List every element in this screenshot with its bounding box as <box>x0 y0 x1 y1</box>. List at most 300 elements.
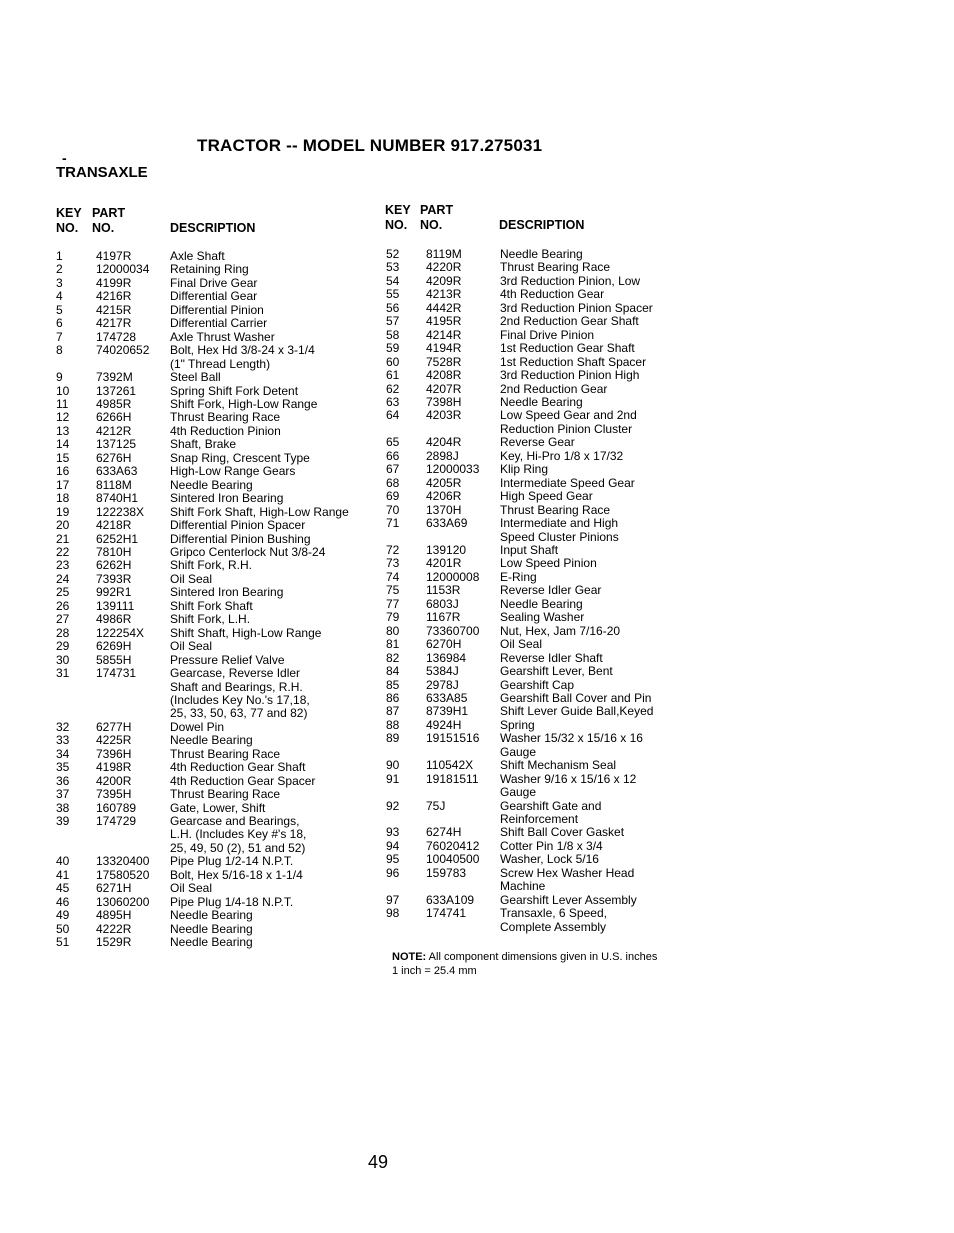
part-no: 174741 <box>426 906 467 921</box>
parts-row <box>56 909 349 922</box>
parts-row <box>56 290 349 303</box>
parts-row <box>386 705 653 718</box>
description: Low Speed Pinion <box>500 556 597 571</box>
parts-row <box>386 625 653 638</box>
parts-row <box>386 261 653 274</box>
parts-row <box>386 396 653 409</box>
parts-row <box>386 490 653 503</box>
key-no: 80 <box>386 623 400 638</box>
part-no: 4215R <box>96 302 132 317</box>
parts-row <box>386 921 653 934</box>
key-no: 96 <box>386 865 400 880</box>
description: Gearshift Lever Assembly <box>500 892 637 907</box>
description: Intermediate Speed Gear <box>500 475 635 490</box>
note-text: All component dimensions given in U.S. inches <box>426 951 658 963</box>
parts-list-right <box>386 248 653 934</box>
key-no: 31 <box>56 666 70 681</box>
key-no <box>386 531 426 544</box>
part-no: 137261 <box>96 383 137 398</box>
key-no: 28 <box>56 625 70 640</box>
key-no: 92 <box>386 798 400 813</box>
key-no: 5 <box>56 302 63 317</box>
parts-row <box>386 611 653 624</box>
description: Axle Shaft <box>170 249 225 263</box>
key-no: 4 <box>56 289 63 304</box>
parts-row <box>386 329 653 342</box>
part-no: 6803J <box>426 596 459 611</box>
description: Needle Bearing <box>500 596 583 611</box>
parts-row <box>56 533 349 546</box>
part-no: 6277H <box>96 719 132 734</box>
parts-row <box>56 479 349 492</box>
part-no: 4208R <box>426 368 462 383</box>
part-no: 4213R <box>426 287 462 302</box>
key-no: 63 <box>386 394 400 409</box>
description: Needle Bearing <box>170 935 253 950</box>
part-no: 5384J <box>426 664 459 679</box>
description: Needle Bearing <box>170 733 253 748</box>
description: Sealing Washer <box>500 610 585 625</box>
description: Complete Assembly <box>500 919 607 934</box>
key-no: 3 <box>56 275 63 290</box>
key-no: 66 <box>386 448 400 463</box>
part-no: 8740H1 <box>96 491 139 506</box>
part-no: 4194R <box>426 341 462 356</box>
description: Gearshift Lever, Bent <box>500 664 613 679</box>
description: Shift Mechanism Seal <box>500 758 617 773</box>
description: Nut, Hex, Jam 7/16-20 <box>500 623 621 638</box>
parts-row <box>386 665 653 678</box>
part-no: 110542X <box>426 758 474 773</box>
description: Shift Fork Shaft <box>170 598 253 613</box>
key-no <box>56 694 96 707</box>
part-no: 4205R <box>426 475 462 490</box>
description: Bolt, Hex 5/16-18 x 1-1/4 <box>170 867 303 882</box>
parts-row <box>386 423 653 436</box>
part-no: 4199R <box>96 275 132 290</box>
parts-row <box>56 438 349 451</box>
parts-row <box>56 828 349 841</box>
description: Gate, Lower, Shift <box>170 800 266 815</box>
key-no: 32 <box>56 719 70 734</box>
part-no: 4216R <box>96 289 132 304</box>
part-no: 174731 <box>96 666 137 681</box>
note-label: NOTE: <box>392 951 427 963</box>
description: Machine <box>500 879 546 894</box>
key-no: 72 <box>386 542 400 557</box>
description: Thrust Bearing Race <box>500 260 611 275</box>
part-no <box>426 746 500 759</box>
description: Gearshift Ball Cover and Pin <box>500 690 652 705</box>
key-no <box>56 842 96 855</box>
part-no: 6276H <box>96 450 132 465</box>
key-no <box>386 880 426 893</box>
description: Gearcase, Reverse Idler <box>170 666 301 681</box>
parts-row <box>386 773 653 786</box>
key-no: 86 <box>386 690 400 705</box>
key-no: 90 <box>386 758 400 773</box>
key-no <box>386 921 426 934</box>
left-header-key-no: NO. <box>56 221 79 235</box>
parts-row <box>56 344 349 357</box>
key-no <box>56 681 96 694</box>
key-no: 77 <box>386 596 400 611</box>
description: Low Speed Gear and 2nd <box>500 408 637 423</box>
parts-row <box>56 936 349 949</box>
key-no: 19 <box>56 504 70 519</box>
key-no: 23 <box>56 558 70 573</box>
key-no: 56 <box>386 300 400 315</box>
parts-row <box>56 707 349 720</box>
parts-row <box>386 800 653 813</box>
part-no: 19181511 <box>426 771 479 786</box>
part-no: 4206R <box>426 489 462 504</box>
description: 25, 49, 50 (2), 51 and 52) <box>170 840 306 855</box>
parts-row <box>386 463 653 476</box>
part-no: 7396H <box>96 746 132 761</box>
parts-row <box>56 923 349 936</box>
key-no: 60 <box>386 354 400 369</box>
parts-row <box>386 746 653 759</box>
part-no: 12000033 <box>426 462 480 477</box>
note-line-2: 1 inch = 25.4 mm <box>392 964 477 977</box>
right-header-part-no: NO. <box>420 218 443 232</box>
key-no: 10 <box>56 383 70 398</box>
part-no: 7393R <box>96 571 132 586</box>
key-no: 12 <box>56 410 70 425</box>
parts-row <box>386 652 653 665</box>
description: Reinforcement <box>500 812 579 827</box>
parts-row <box>56 398 349 411</box>
key-no <box>386 423 426 436</box>
description: Pressure Relief Valve <box>170 652 285 667</box>
parts-row <box>386 315 653 328</box>
description: Shift Ball Cover Gasket <box>500 825 625 840</box>
key-no: 75 <box>386 583 400 598</box>
description: Bolt, Hex Hd 3/8-24 x 3-1/4 <box>170 343 315 358</box>
part-no: 6269H <box>96 639 132 654</box>
part-no: 6270H <box>426 637 462 652</box>
key-no: 82 <box>386 650 400 665</box>
part-no: 12000008 <box>426 569 480 584</box>
left-header-part-label: PART <box>92 206 126 220</box>
left-header-description: DESCRIPTION <box>170 221 256 235</box>
parts-row <box>56 492 349 505</box>
key-no <box>56 358 96 371</box>
parts-row <box>56 331 349 344</box>
description: Shift Fork, R.H. <box>170 558 253 573</box>
part-no: 992R1 <box>96 585 132 600</box>
part-no: 4195R <box>426 314 462 329</box>
part-no: 8119M <box>426 247 462 261</box>
description: Input Shaft <box>500 542 559 557</box>
part-no: 174729 <box>96 814 137 829</box>
description: Dowel Pin <box>170 719 225 734</box>
parts-row <box>56 465 349 478</box>
description: Differential Pinion <box>170 302 264 317</box>
description: 4th Reduction Pinion <box>170 423 281 438</box>
part-no: 4214R <box>426 327 462 342</box>
key-no: 91 <box>386 771 400 786</box>
parts-row <box>386 584 653 597</box>
key-no: 11 <box>56 396 69 411</box>
description: Reverse Idler Shaft <box>500 650 603 665</box>
key-no: 87 <box>386 704 400 719</box>
parts-row <box>386 342 653 355</box>
part-no: 122238X <box>96 504 145 519</box>
page-number: 49 <box>368 1152 389 1172</box>
key-no: 54 <box>386 273 400 288</box>
description: Differential Pinion Spacer <box>170 518 306 533</box>
parts-row <box>56 613 349 626</box>
right-header-description: DESCRIPTION <box>499 218 585 232</box>
part-no <box>426 531 500 544</box>
description: Spring <box>500 717 535 732</box>
key-no: 55 <box>386 287 400 302</box>
parts-row <box>56 721 349 734</box>
part-no: 4201R <box>426 556 462 571</box>
description: Steel Ball <box>170 370 221 385</box>
parts-row <box>56 385 349 398</box>
part-no: 174728 <box>96 329 137 344</box>
key-no: 22 <box>56 544 70 559</box>
key-no: 97 <box>386 892 400 907</box>
description: Gearshift Gate and <box>500 798 602 813</box>
part-no <box>96 707 170 720</box>
part-no: 4203R <box>426 408 462 423</box>
description: Differential Carrier <box>170 316 268 331</box>
part-no: 4218R <box>96 518 132 533</box>
part-no: 633A63 <box>96 464 138 479</box>
parts-row <box>56 546 349 559</box>
right-header-key-no: NO. <box>385 218 408 232</box>
parts-row <box>56 761 349 774</box>
description: Shaft, Brake <box>170 437 237 452</box>
description: 3rd Reduction Pinion High <box>500 368 640 383</box>
key-no: 34 <box>56 746 70 761</box>
left-header-part-no: NO. <box>92 221 115 235</box>
key-no: 24 <box>56 571 70 586</box>
key-no: 35 <box>56 760 70 775</box>
description: Reverse Gear <box>500 435 575 450</box>
part-no: 5855H <box>96 652 132 667</box>
key-no: 79 <box>386 610 400 625</box>
description: Retaining Ring <box>170 262 249 277</box>
description: 1st Reduction Gear Shaft <box>500 341 635 356</box>
parts-row <box>56 748 349 761</box>
description: Gripco Centerlock Nut 3/8-24 <box>170 544 326 559</box>
key-no: 59 <box>386 341 400 356</box>
note-line-1 <box>392 951 657 965</box>
key-no: 94 <box>386 838 400 853</box>
part-no <box>96 828 170 841</box>
key-no: 69 <box>386 489 400 504</box>
key-no: 25 <box>56 585 70 600</box>
key-no: 67 <box>386 462 400 477</box>
key-no: 37 <box>56 787 70 802</box>
part-no: 4209R <box>426 273 462 288</box>
description: Pipe Plug 1/2-14 N.P.T. <box>170 854 294 869</box>
key-no: 30 <box>56 652 70 667</box>
key-no: 26 <box>56 598 70 613</box>
parts-row <box>386 598 653 611</box>
description: Oil Seal <box>170 639 213 654</box>
part-no: 6266H <box>96 410 132 425</box>
description: Needle Bearing <box>170 921 253 936</box>
part-no: 7395H <box>96 787 132 802</box>
parts-row <box>56 694 349 707</box>
margin-mark: - <box>62 150 67 166</box>
description: Washer 15/32 x 15/16 x 16 <box>500 731 643 746</box>
part-no: 4985R <box>96 396 132 411</box>
parts-row <box>386 356 653 369</box>
description: Sintered Iron Bearing <box>170 585 284 600</box>
key-no: 29 <box>56 639 70 654</box>
parts-row <box>386 638 653 651</box>
part-no <box>426 813 500 826</box>
key-no: 57 <box>386 314 400 329</box>
parts-row <box>56 869 349 882</box>
parts-row <box>386 288 653 301</box>
key-no: 88 <box>386 717 400 732</box>
parts-row <box>56 411 349 424</box>
part-no <box>96 842 170 855</box>
key-no: 70 <box>386 502 400 517</box>
description: (Includes Key No.'s 17,18, <box>170 692 310 707</box>
description: E-Ring <box>500 569 537 584</box>
parts-row <box>386 867 653 880</box>
description: Reduction Pinion Cluster <box>500 421 633 436</box>
parts-row <box>56 250 349 263</box>
key-no: 49 <box>56 908 70 923</box>
parts-row <box>386 517 653 530</box>
key-no: 13 <box>56 423 70 438</box>
description: 1st Reduction Shaft Spacer <box>500 354 647 369</box>
parts-row <box>56 734 349 747</box>
part-no: 159783 <box>426 865 467 880</box>
part-no: 2898J <box>426 448 459 463</box>
parts-row <box>56 452 349 465</box>
part-no: 4220R <box>426 260 462 275</box>
part-no: 10040500 <box>426 852 480 867</box>
description: Intermediate and High <box>500 516 619 531</box>
part-no: 13320400 <box>96 854 150 869</box>
parts-row <box>56 371 349 384</box>
parts-row <box>386 732 653 745</box>
part-no: 1529R <box>96 935 132 950</box>
parts-row <box>386 302 653 315</box>
parts-list-left <box>56 250 349 950</box>
left-header-key <box>56 206 82 236</box>
part-no: 137125 <box>96 437 137 452</box>
right-header-part <box>420 203 453 233</box>
key-no: 62 <box>386 381 400 396</box>
description: Snap Ring, Crescent Type <box>170 450 310 465</box>
left-header-key-label: KEY <box>56 206 82 220</box>
key-no: 65 <box>386 435 400 450</box>
parts-row <box>56 627 349 640</box>
part-no: 8118M <box>96 477 132 492</box>
key-no: 18 <box>56 491 70 506</box>
part-no: 4924H <box>426 717 462 732</box>
key-no: 39 <box>56 814 70 829</box>
part-no: 2978J <box>426 677 459 692</box>
parts-row <box>386 450 653 463</box>
key-no: 85 <box>386 677 400 692</box>
description: 4th Reduction Gear <box>500 287 605 302</box>
description: Speed Cluster Pinions <box>500 529 619 544</box>
description: L.H. (Includes Key #'s 18, <box>170 827 307 842</box>
parts-row <box>56 506 349 519</box>
parts-row <box>386 786 653 799</box>
key-no: 1 <box>56 249 63 263</box>
key-no: 38 <box>56 800 70 815</box>
key-no <box>386 813 426 826</box>
description: 3rd Reduction Pinion, Low <box>500 273 641 288</box>
key-no: 95 <box>386 852 400 867</box>
parts-row <box>56 775 349 788</box>
description: Needle Bearing <box>500 247 583 261</box>
parts-row <box>56 317 349 330</box>
key-no: 51 <box>56 935 70 950</box>
part-no: 13060200 <box>96 894 150 909</box>
part-no: 7528R <box>426 354 462 369</box>
key-no: 15 <box>56 450 70 465</box>
parts-row <box>386 436 653 449</box>
key-no: 21 <box>56 531 70 546</box>
part-no: 6271H <box>96 881 132 896</box>
description: 3rd Reduction Pinion Spacer <box>500 300 653 315</box>
parts-row <box>56 559 349 572</box>
part-no: 17580520 <box>96 867 150 882</box>
parts-row <box>386 907 653 920</box>
description: Needle Bearing <box>170 477 253 492</box>
parts-row <box>56 277 349 290</box>
key-no: 73 <box>386 556 400 571</box>
parts-row <box>56 882 349 895</box>
parts-row <box>386 679 653 692</box>
description: Thrust Bearing Race <box>170 787 281 802</box>
description: Gauge <box>500 744 537 759</box>
key-no: 52 <box>386 247 400 261</box>
description: Thrust Bearing Race <box>500 502 611 517</box>
part-no: 139111 <box>96 598 135 613</box>
part-no: 4197R <box>96 249 132 263</box>
parts-row <box>386 557 653 570</box>
parts-row <box>56 654 349 667</box>
part-no: 4204R <box>426 435 462 450</box>
part-no: 74020652 <box>96 343 150 358</box>
key-no <box>56 707 96 720</box>
description: 2nd Reduction Gear Shaft <box>500 314 639 329</box>
part-no: 160789 <box>96 800 137 815</box>
description: Washer 9/16 x 15/16 x 12 <box>500 771 637 786</box>
description: Needle Bearing <box>170 908 253 923</box>
description: Gauge <box>500 785 537 800</box>
key-no: 46 <box>56 894 70 909</box>
key-no: 71 <box>386 516 400 531</box>
description: Key, Hi-Pro 1/8 x 17/32 <box>500 448 624 463</box>
description: Shift Fork Shaft, High-Low Range <box>170 504 349 519</box>
part-no: 4207R <box>426 381 462 396</box>
description: 4th Reduction Gear Shaft <box>170 760 306 775</box>
key-no: 84 <box>386 664 400 679</box>
parts-row <box>56 855 349 868</box>
parts-row <box>386 275 653 288</box>
parts-row <box>56 681 349 694</box>
parts-row <box>386 759 653 772</box>
parts-row <box>386 880 653 893</box>
